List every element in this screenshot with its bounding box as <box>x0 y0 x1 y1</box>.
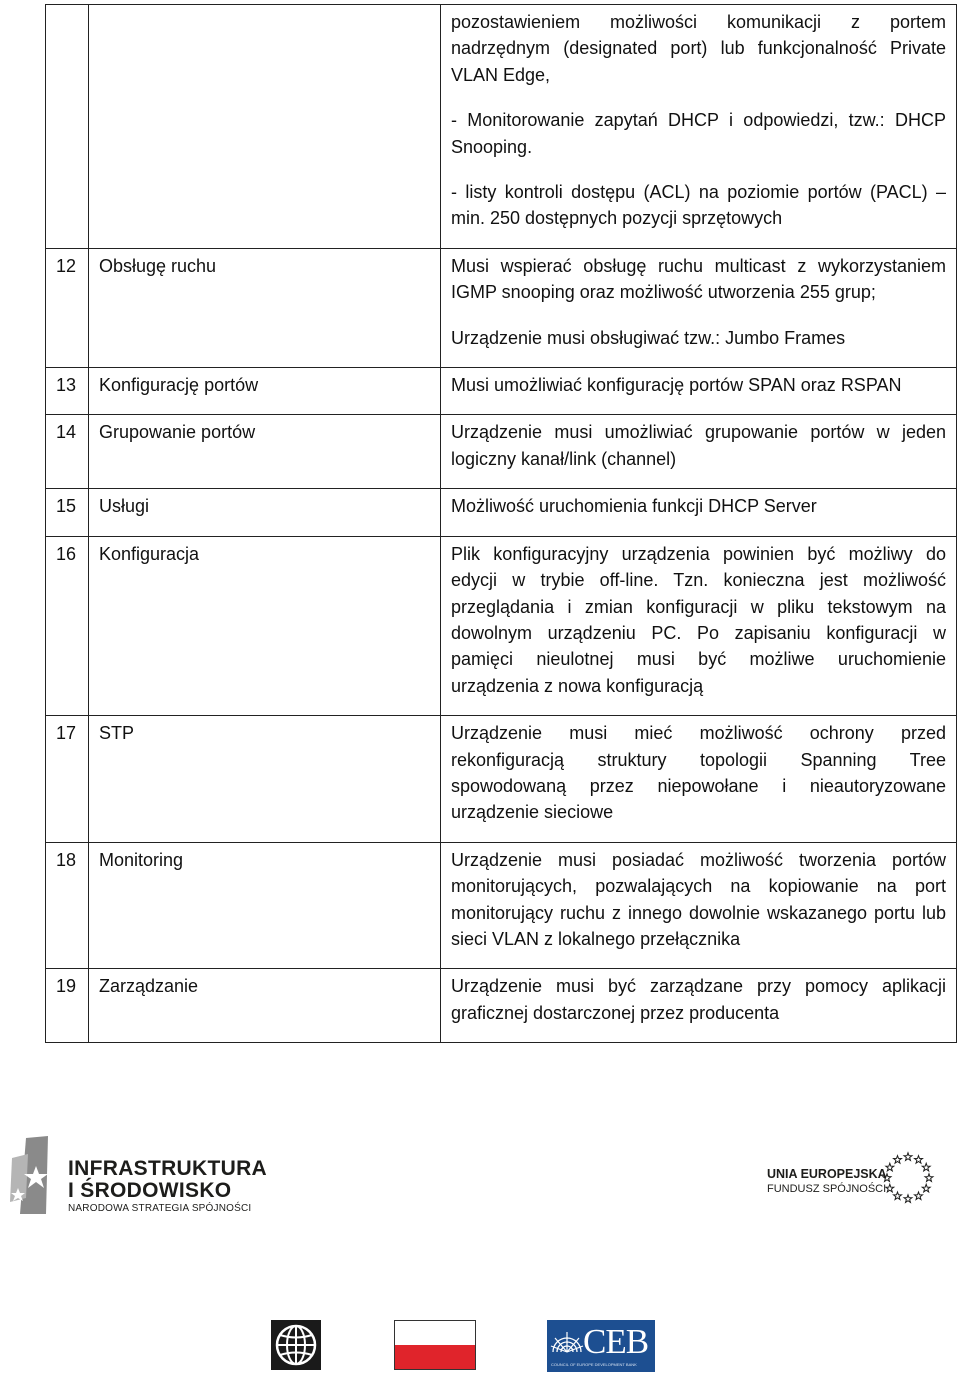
description-paragraph: Urządzenie musi posiadać możliwość tworzenia portów monitorujących, pozwalających na kopiowanie na port monitorujący ruchu z innego dowolnie wskazanego portu lub sieci VLAN z lokalnego przełącznika <box>451 849 946 949</box>
row-description-cell <box>441 969 957 1043</box>
row-number-cell: 17 <box>46 716 89 843</box>
row-description-cell <box>441 248 957 367</box>
eu-star-icon <box>915 1192 923 1200</box>
eu-title: UNIA EUROPEJSKA <box>767 1167 887 1181</box>
row-name-cell: Konfiguracja <box>89 536 441 715</box>
row-description-cell <box>441 489 957 536</box>
row-name-cell: Monitoring <box>89 842 441 969</box>
ceb-name: CEB <box>583 1322 649 1361</box>
eu-star-icon <box>894 1192 902 1200</box>
description-paragraph: Musi wspierać obsługę ruchu multicast z wykorzystaniem IGMP snooping oraz możliwość utworzenia 255 grup; <box>451 255 946 303</box>
infrastruktura-title: INFRASTRUKTURA <box>68 1157 268 1180</box>
description-paragraph: Urządzenie musi umożliwiać grupowanie portów w jeden logiczny kanał/link (channel) <box>451 422 946 469</box>
row-description-cell <box>441 536 957 715</box>
footer-logos-bottom <box>0 1320 960 1375</box>
table-row <box>46 716 957 843</box>
description-paragraph: - Monitorowanie zapytań DHCP i odpowiedzi, tzw.: DHCP Snooping. <box>451 110 946 157</box>
eu-flag-icon <box>875 1150 941 1206</box>
eu-star-icon <box>925 1174 933 1182</box>
eu-star-icon <box>915 1156 923 1164</box>
ceb-subtitle: COUNCIL OF EUROPE DEVELOPMENT BANK <box>551 1362 637 1367</box>
row-number-cell <box>46 5 89 249</box>
row-description-cell <box>441 716 957 843</box>
eu-wordmark <box>767 1166 887 1196</box>
poland-flag-red <box>395 1345 475 1369</box>
eu-star-icon <box>886 1184 894 1192</box>
eu-subtitle: FUNDUSZ SPÓJNOŚCI <box>767 1183 887 1195</box>
eu-star-icon <box>886 1163 894 1171</box>
infrastruktura-wordmark <box>68 1158 267 1216</box>
row-number-cell: 12 <box>46 248 89 367</box>
poland-flag-white <box>395 1321 475 1345</box>
table-row <box>46 969 957 1043</box>
description-paragraph: Plik konfiguracyjny urządzenia powinien być możliwy do edycji w trybie off-line. Tzn. konieczna jest możliwość przeglądania i zmian konfiguracji w pliku tekstowym na dowolnym urządzeniu PC. Po zapisaniu konfiguracji w pamięci nieulotnej musi być możliwe uruchomienie urządzenia z nowa konfiguracją <box>451 543 946 696</box>
poland-flag-icon <box>394 1320 476 1370</box>
specification-table <box>45 4 957 1043</box>
row-name-cell: STP <box>89 716 441 843</box>
table-row <box>46 536 957 715</box>
eu-star-icon <box>904 1153 912 1161</box>
description-paragraph: Urządzenie musi obsługiwać tzw.: Jumbo Frames <box>451 327 846 348</box>
world-bank-logo-icon <box>271 1320 321 1370</box>
footer-logos-top <box>0 1130 960 1225</box>
row-description-cell <box>441 368 957 415</box>
row-name-cell: Zarządzanie <box>89 969 441 1043</box>
table-row <box>46 5 957 249</box>
table-row <box>46 842 957 969</box>
row-name-cell: Grupowanie portów <box>89 415 441 489</box>
row-number-cell: 14 <box>46 415 89 489</box>
eu-star-icon <box>922 1163 930 1171</box>
table-row <box>46 489 957 536</box>
row-number-cell: 13 <box>46 368 89 415</box>
infrastruktura-tagline: NARODOWA STRATEGIA SPÓJNOŚCI <box>68 1203 252 1214</box>
row-name-cell: Obsługę ruchu <box>89 248 441 367</box>
description-paragraph: Musi umożliwiać konfigurację portów SPAN oraz RSPAN <box>451 375 902 396</box>
row-number-cell: 18 <box>46 842 89 969</box>
row-number-cell: 19 <box>46 969 89 1043</box>
table-row <box>46 415 957 489</box>
description-paragraph: pozostawieniem możliwości komunikacji z portem nadrzędnym (designated port) lub funkcjonalność Private VLAN Edge, <box>451 12 946 85</box>
row-description-cell <box>441 415 957 489</box>
table-row <box>46 368 957 415</box>
ceb-emblem-icon <box>549 1322 585 1364</box>
table-row <box>46 248 957 367</box>
specification-table-body <box>46 5 957 1043</box>
row-description-cell <box>441 842 957 969</box>
eu-star-icon <box>894 1156 902 1164</box>
infrastruktura-subtitle: I ŚRODOWISKO <box>68 1179 232 1202</box>
row-number-cell: 15 <box>46 489 89 536</box>
description-paragraph: Możliwość uruchomienia funkcji DHCP Server <box>451 496 817 517</box>
row-number-cell: 16 <box>46 536 89 715</box>
eu-star-icon <box>904 1195 912 1203</box>
description-paragraph: Urządzenie musi mieć możliwość ochrony przed rekonfiguracją struktury topologii Spanning Tree spowodowaną przez niepowołane i nieautoryzowane urządzenie sieciowe <box>451 723 946 823</box>
description-paragraph: Urządzenie musi być zarządzane przy pomocy aplikacji graficznej dostarczonej przez producenta <box>451 976 946 1023</box>
eu-star-icon <box>922 1184 930 1192</box>
row-name-cell: Konfigurację portów <box>89 368 441 415</box>
ceb-logo-icon <box>547 1320 655 1372</box>
row-name-cell: Usługi <box>89 489 441 536</box>
row-description-cell <box>441 5 957 249</box>
eu-star-icon <box>883 1174 891 1182</box>
infrastruktura-logo-icon <box>6 1136 62 1216</box>
row-name-cell <box>89 5 441 249</box>
description-paragraph: - listy kontroli dostępu (ACL) na poziomie portów (PACL) – min. 250 dostępnych pozycji sprzętowych <box>451 182 946 229</box>
